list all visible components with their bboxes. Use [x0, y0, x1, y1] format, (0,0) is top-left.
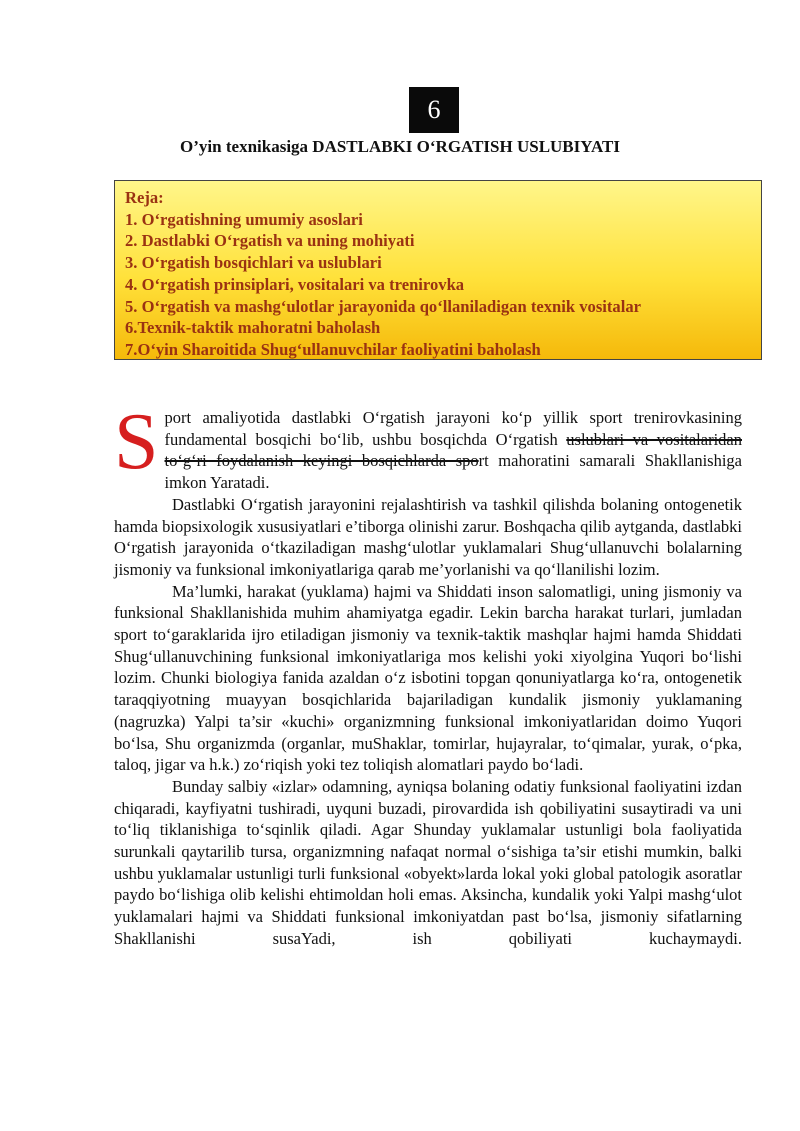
plan-item-4: 4. O‘rgatish prinsiplari, vositalari va trenirovka — [125, 274, 465, 294]
paragraph-2: Dastlabki O‘rgatish jarayonini rejalashtirish va tashkil qilishda bolaning ontogenetik hamda biopsixologik xususiyatlari e’tiborga olinishi zarur. Boshqacha qilib aytganda, dastlabki O‘rgatish jarayonida o‘tkaziladigan mashg‘ulotlar yuklamalari Shug‘ullanuvchi bolalarning jismoniy va funksional imkoniyatlariga qarab me’yorlanishi va qo‘llanilishi lozim. — [114, 494, 742, 579]
paragraph-1-text-a: port amaliyotida dastlabki O‘rgatish jarayoni ko‘p yillik sport trenirovkasining fundamental bosqichi bo‘lib, ushbu bosqichda O‘rgatish — [164, 408, 742, 449]
chapter-title: O’yin texnikasiga DASTLABKI O‘RGATISH USLUBIYATI — [180, 137, 620, 156]
plan-item-6: 6.Texnik-taktik mahoratni baholash — [125, 318, 381, 338]
drop-cap: S — [114, 398, 159, 486]
plan-item-5: 5. O‘rgatish va mashg‘ulotlar jarayonida qo‘llaniladigan texnik vositalar — [125, 296, 641, 316]
paragraph-3: Ma’lumki, harakat (yuklama) hajmi va Shiddati inson salomatligi, uning jismoniy va funksional Shakllanishida muhim ahamiyatga egadir. Lekin barcha harakat turlari, jumladan sport to‘garaklarida ijro etiladigan jismoniy va texnik-taktik mashqlar hajmi hamda Shiddati Shug‘ullanuvchining funksional imkoniyatlariga mos kelishi yoki xiyolgina Yuqori bo‘lishi lozim. Chunki biologiya fanida azaldan o‘z isbotini topgan qonuniyatlarga ko‘ra, ontogenetik taraqqiyotning muayyan bosqichlarida bajariladigan kundalik jismoniy yuklamaning (nagruzka) Yalpi ta’sir «kuchi» organizmning funksional imkoniyatlaridan doimo Yuqori bo‘lsa, Shu organizmda (organlar, muShaklar, tomirlar, hujayralar, to‘qimalar, yurak, o‘pka, taloq, jigar va h.k.) zo‘riqish yoki tez toliqish alomatlari paydo bo‘ladi. — [114, 581, 742, 775]
paragraph-4: Bunday salbiy «izlar» odamning, ayniqsa bolaning odatiy funksional faoliyatini izdan chiqaradi, kayfiyatni tushiradi, uyquni buzadi, pirovardida ish qobiliyatini susaytiradi va uni to‘liq tiklanishiga to‘sqinlik qiladi. Agar Shunday yuklamalar ustunligi bola faoliyatida surunkali qaytarilib tursa, organizmning nafaqat normal o‘sishiga ta’sir etishi mumkin, balki ushbu yuklamalar ustunligi turli funksional «obyekt»larda lokal yoki global patologik asoratlar paydo bo‘lishiga olib kelishi ehtimoldan holi emas. Aksincha, kundalik yoki Yalpi mashg‘ulot yuklamalari hajmi va Shiddati funksional imkoniyatdan past bo‘lsa, jismoniy sifatlarning Shakllanishi susaYadi, ish qobiliyati kuchaymaydi. — [114, 776, 742, 948]
paragraph-1-text-b: rt mahoratini samarali Shakllanishiga imkon Yaratadi. — [164, 451, 742, 493]
plan-item-3: 3. O‘rgatish bosqichlari va uslublari — [125, 253, 382, 273]
plan-item-2: 2. Dastlabki O‘rgatish va uning mohiyati — [125, 231, 415, 251]
plan-box — [114, 180, 762, 360]
page-number-badge: 6 — [409, 87, 459, 133]
body-text — [114, 398, 742, 950]
plan-item-1: 1. O‘rgatishning umumiy asoslari — [125, 209, 363, 229]
plan-item-7: 7.O‘yin Sharoitida Shug‘ullanuvchilar faoliyatini baholash — [125, 339, 541, 359]
paragraph-1 — [114, 398, 742, 494]
plan-title: Reja: — [125, 188, 164, 207]
paragraph-1-struck-text: uslublari va vositalaridan to‘g‘ri foydalanish keyingi bosqichlarda spo — [164, 429, 742, 471]
